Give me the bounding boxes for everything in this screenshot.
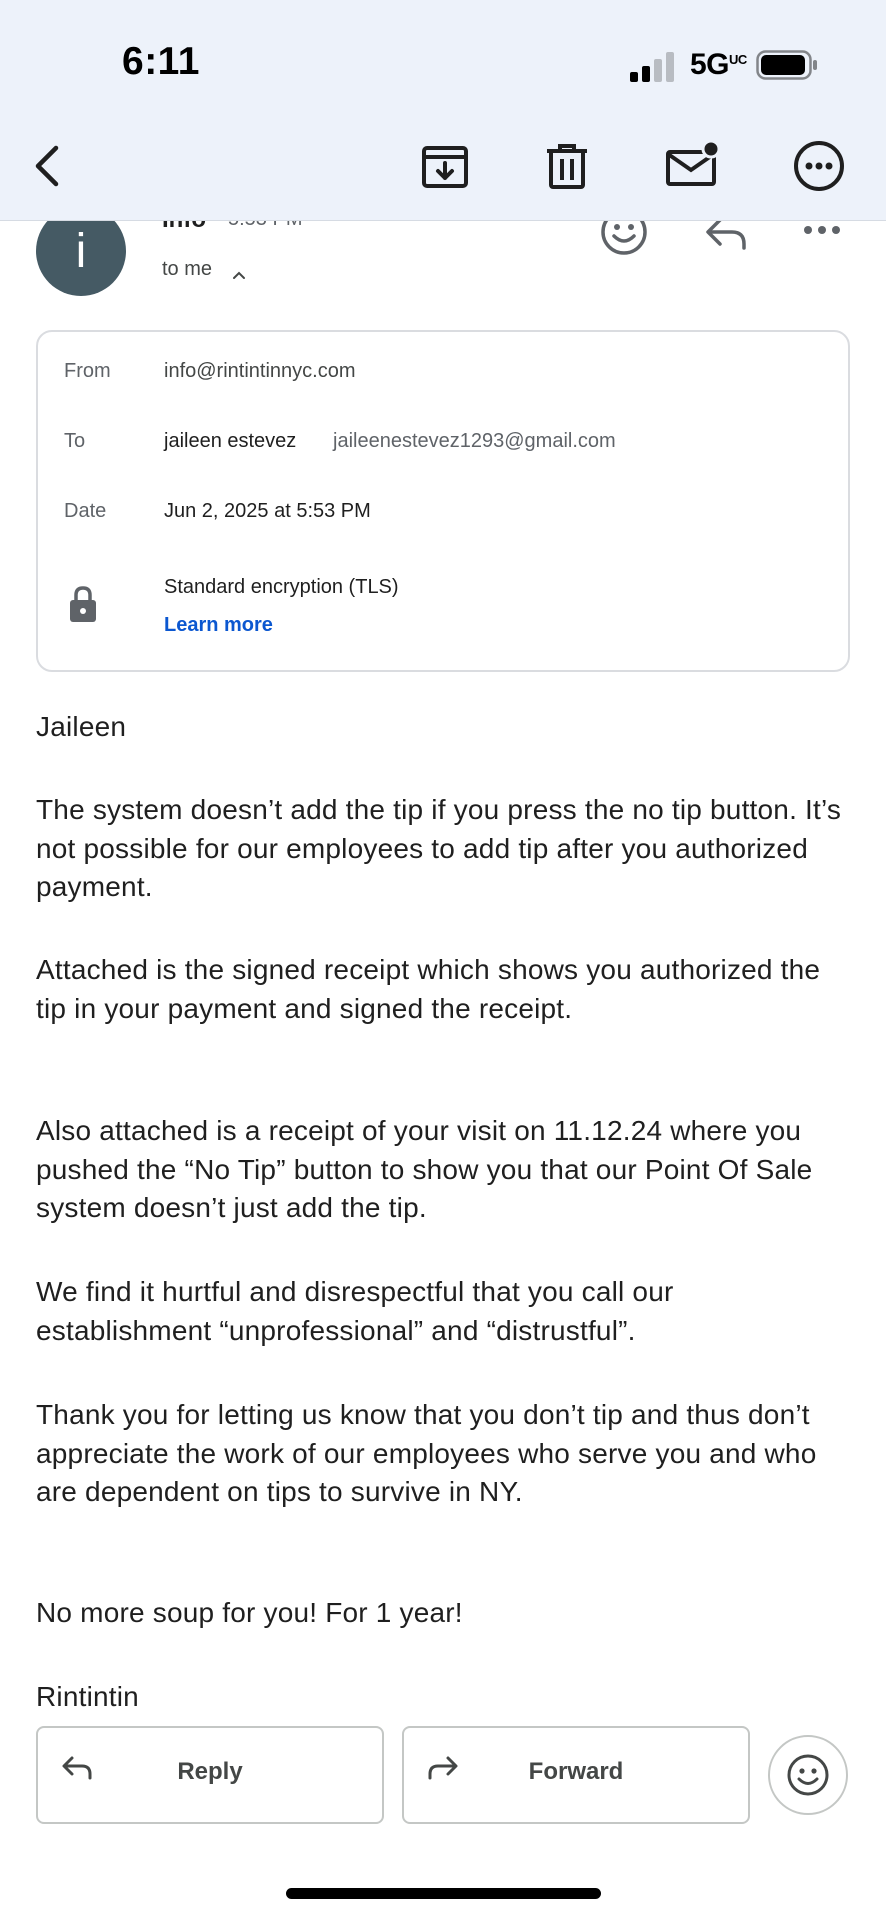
more-horizontal-icon — [791, 138, 847, 194]
trash-icon — [539, 138, 595, 194]
message-details-card — [36, 330, 850, 672]
forward-label: Forward — [528, 1758, 624, 1785]
reply-button[interactable] — [36, 1726, 384, 1824]
mark-unread-button[interactable] — [664, 138, 720, 194]
battery-icon — [756, 50, 818, 80]
body-paragraph-5: Thank you for letting us know that you don’t tip and thus don’t appreciate the work of our employees who serve you and who are dependent on tips to survive in NY. — [36, 1399, 817, 1507]
lock-icon — [68, 584, 98, 624]
reply-label: Reply — [177, 1758, 243, 1785]
chevron-up-icon[interactable] — [232, 268, 246, 282]
body-paragraph-2: Attached is the signed receipt which shows you authorized the tip in your payment and signed the receipt. — [36, 954, 821, 1024]
learn-more-link[interactable]: Learn more — [164, 614, 273, 636]
back-button[interactable] — [22, 138, 78, 194]
top-toolbar — [0, 0, 886, 221]
cellular-signal-icon — [630, 52, 676, 82]
signature: Rintintin — [36, 1681, 139, 1712]
network-indicator: 5GUC — [690, 48, 747, 81]
greeting: Jaileen — [36, 711, 127, 742]
body-paragraph-1: The system doesn’t add the tip if you press the no tip button. It’s not possible for our employees to add tip after you authorized payment. — [36, 794, 842, 902]
date-label: Date — [64, 500, 107, 522]
to-label: To — [64, 430, 86, 452]
archive-button[interactable] — [417, 138, 473, 194]
body-paragraph-3: Also attached is a receipt of your visit on 11.12.24 where you pushed the “No Tip” button to show you that our Point Of Sale system doesn’t just add the tip. — [36, 1115, 813, 1223]
emoji-reaction-icon — [785, 1752, 831, 1798]
from-label: From — [64, 360, 111, 382]
body-paragraph-6: No more soup for you! For 1 year! — [36, 1597, 463, 1628]
archive-icon — [417, 138, 473, 194]
mail-unread-icon — [664, 138, 720, 194]
encryption-text: Standard encryption (TLS) — [164, 576, 399, 598]
chevron-left-icon — [22, 138, 78, 194]
sender-avatar[interactable]: i — [36, 206, 126, 296]
body-paragraph-4: We find it hurtful and disrespectful that you call our establishment “unprofessional” and “distrustful”. — [36, 1276, 674, 1346]
delete-button[interactable] — [539, 138, 595, 194]
home-indicator[interactable] — [286, 1888, 601, 1899]
date-value: Jun 2, 2025 at 5:53 PM — [164, 500, 371, 522]
status-time: 6:11 — [122, 40, 200, 83]
to-email[interactable]: jaileenestevez1293@gmail.com — [333, 430, 616, 452]
forward-button[interactable] — [402, 1726, 750, 1824]
more-options-button[interactable] — [791, 138, 847, 194]
from-value[interactable]: info@rintintinnyc.com — [164, 360, 356, 382]
emoji-reaction-button[interactable] — [768, 1735, 848, 1815]
to-name[interactable]: jaileen estevez — [164, 430, 297, 452]
recipients-toggle[interactable]: to me — [162, 258, 213, 280]
